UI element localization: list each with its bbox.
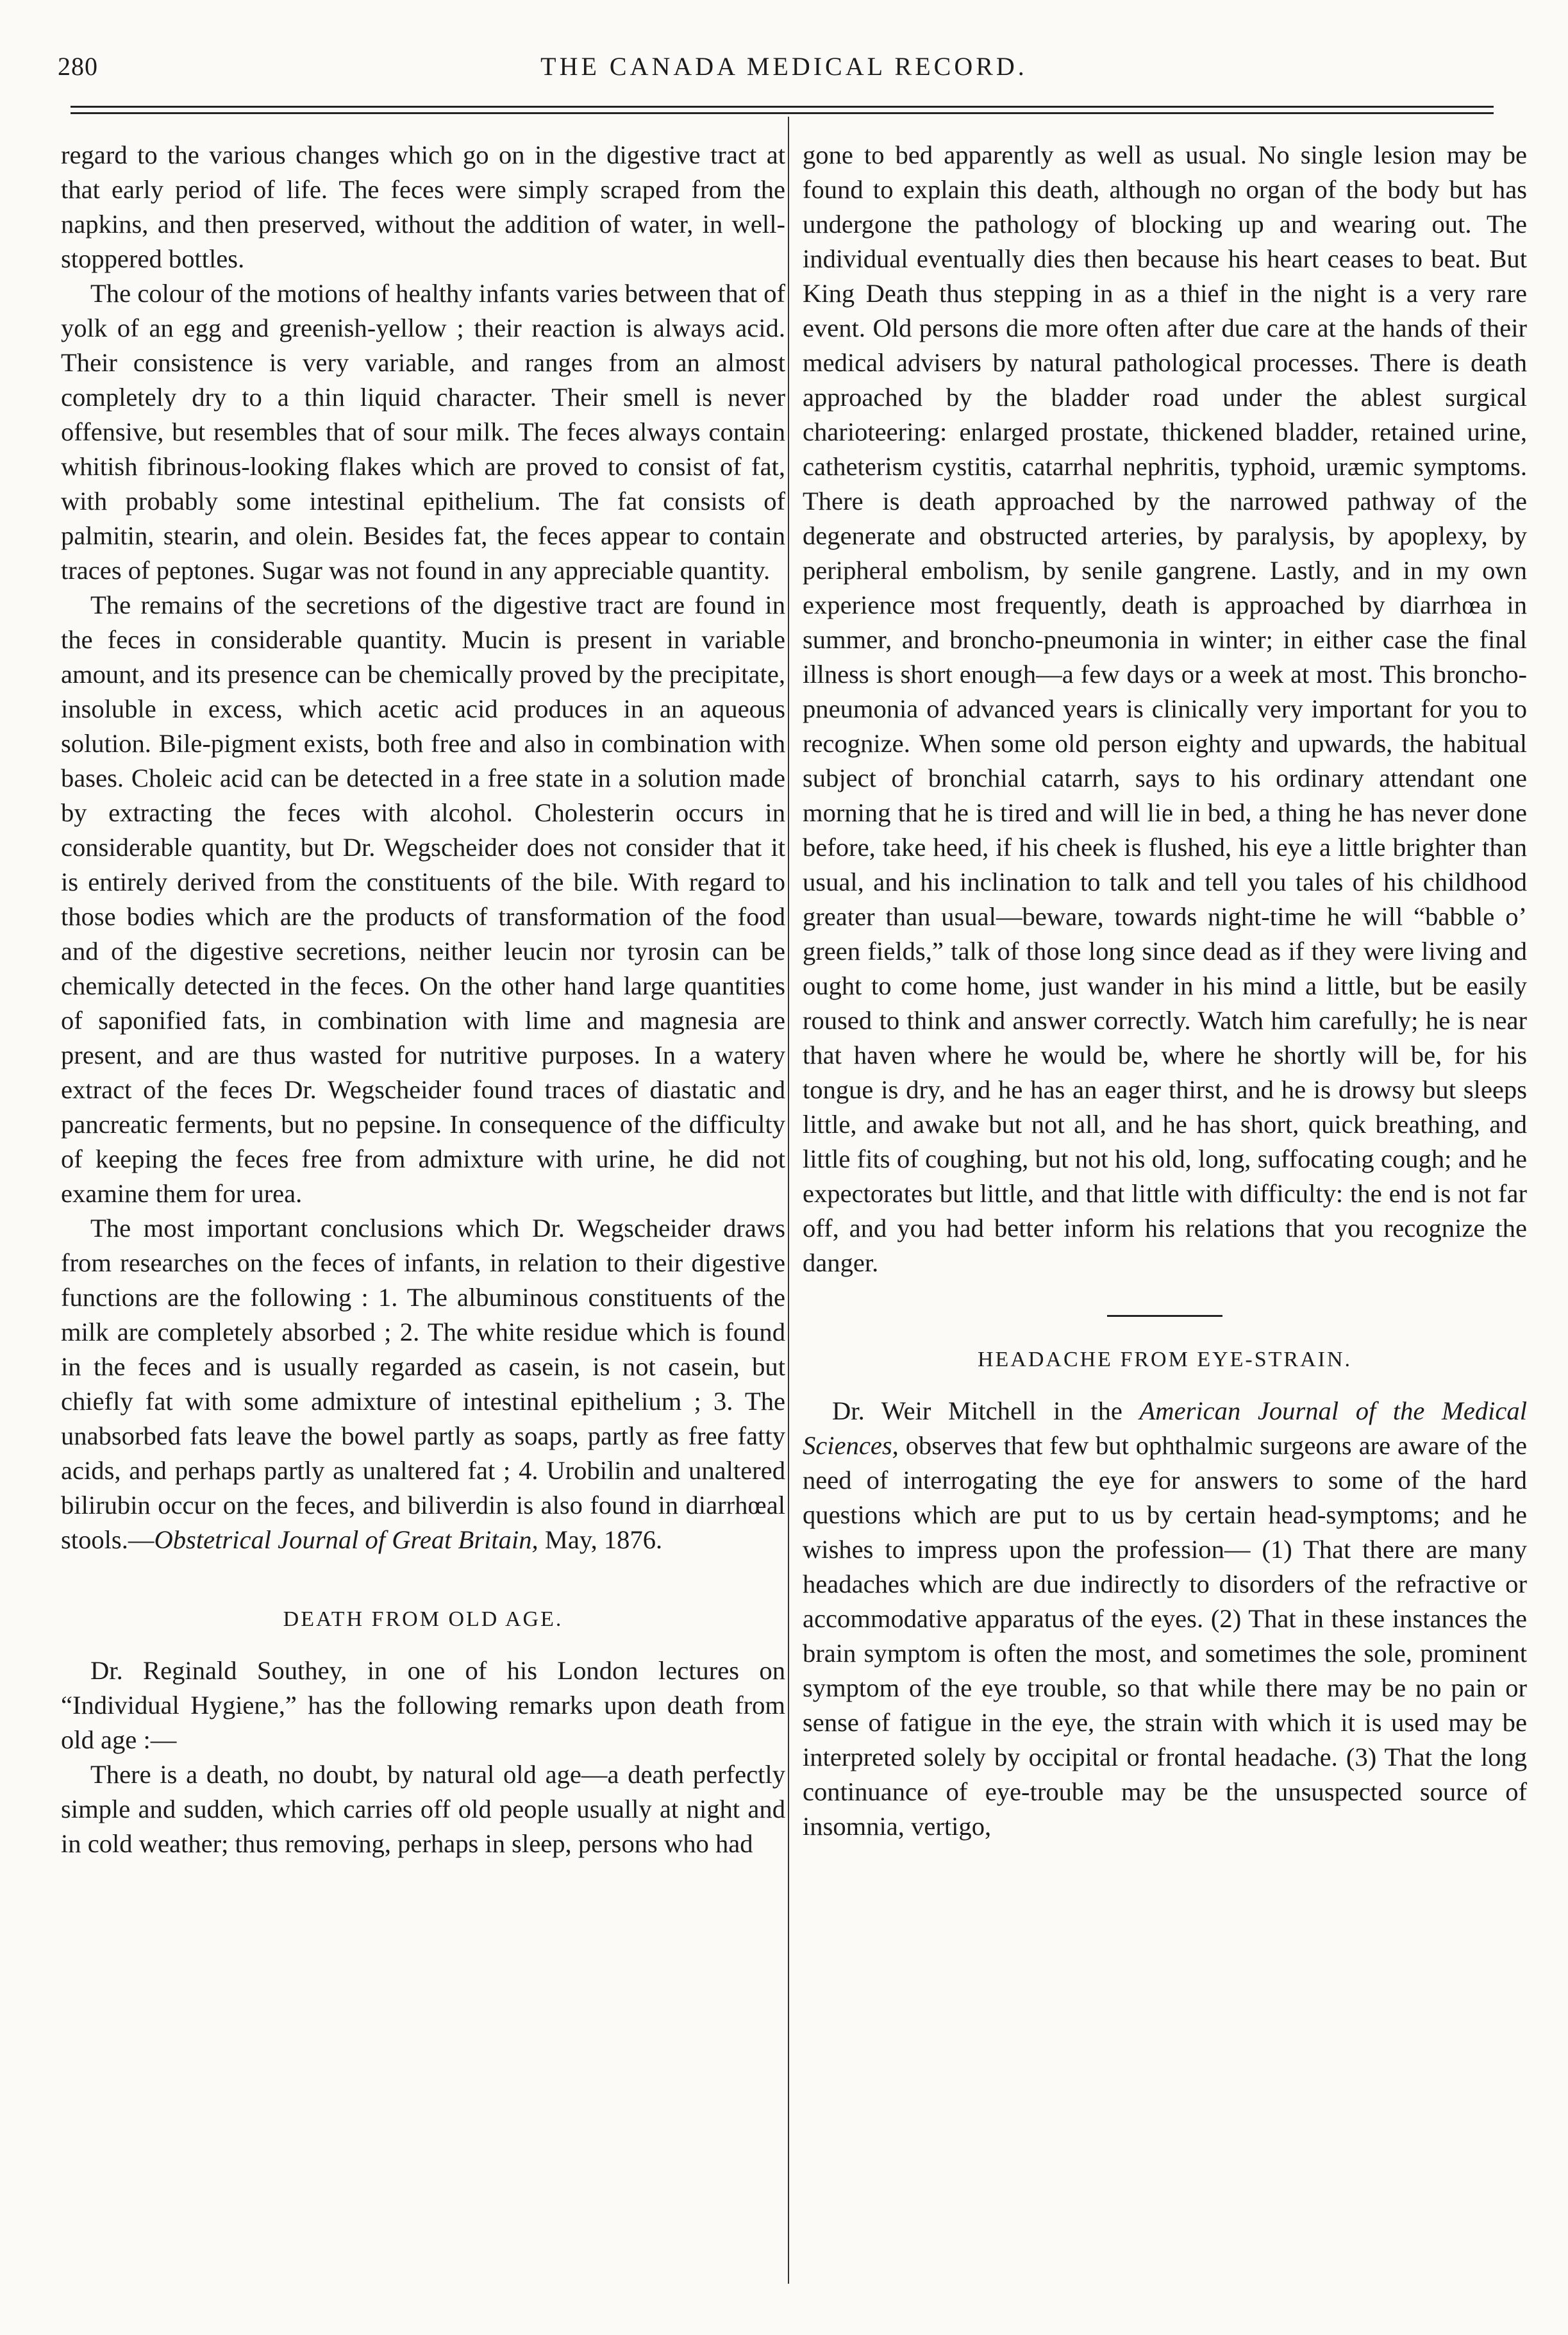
conclusions-text: The most important conclusions which Dr. Wegscheider draws from researches on the feces of infants, in relation to their digestive functions are the following : 1. The albuminous constituents of the milk are completely absorbed ; 2. The white residue which is found in the feces and is usually regarded as casein, is not casein, but chiefly fat with some admixture of intestinal epithelium ; 3. The unabsorbed fats leave the bowel partly as soaps, partly as free fatty acids, and perhaps partly as unaltered fat ; 4. Urobilin and unaltered bilirubin occur on the feces, and biliverdin is also found in diarrhœal stools.— [61, 1214, 785, 1554]
citation-journal: Obstetrical Journal of Great Britain, [154, 1525, 538, 1554]
header-rule-top [71, 106, 1494, 108]
header-rule-bottom [71, 112, 1494, 114]
section-divider-rule [1107, 1315, 1222, 1317]
page-number: 280 [58, 52, 98, 81]
journal-title: American Journal of the Medical Sciences, [803, 1396, 1527, 1460]
heading-death-from-old-age: DEATH FROM OLD AGE. [283, 1607, 563, 1631]
paragraph-feces-collection: regard to the various changes which go on in the digestive tract at that early period of life. The feces were simply scraped from the napkins, and then preserved, without the addition of water, in well-stoppered bottles. [61, 140, 785, 273]
left-column [61, 138, 785, 1861]
paragraph-death-continued: gone to bed apparently as well as usual. No single lesion may be found to explain this death, although no organ of the body but has undergone the pathology of blocking up and wearing out. The individual eventually dies then because his heart ceases to beat. But King Death thus stepping in as a thief in the night is a very rare event. Old persons die more often after due care at the hands of their medical advisers by natural pathological processes. There is death approached by the bladder road under the ablest surgical charioteering: enlarged prostate, thickened bladder, retained urine, catheterism cystitis, catarrhal nephritis, typhoid, uræmic symptoms. There is death approached by the narrowed pathway of the degenerate and obstructed arteries, by paralysis, by apoplexy, by peripheral embolism, by senile gangrene. Lastly, and in my own experience most frequently, death is approached by diarrhœa in summer, and broncho-pneumonia in winter; in either case the final illness is short enough—a few days or a week at most. This broncho-pneumonia of advanced years is clinically very important for you to recognize. When some old person eighty and upwards, the habitual subject of bronchial catarrh, says to his ordinary attendant one morning that he is tired and will lie in bed, a thing he has never done before, take heed, if his cheek is flushed, his eye a little brighter than usual, and his inclination to talk and tell you tales of his childhood greater than usual—beware, towards night-time he will “babble o’ green fields,” talk of those long since dead as if they were living and ought to come home, just wander in his mind a little, but be easily roused to think and answer correctly. Watch him carefully; he is near that haven where he would be, where he shortly will be, for his tongue is dry, and he has an eager thirst, and he is drowsy but sleeps little, and awake but not all, and he has short, quick breathing, and little fits of coughing, but not his old, long, suffocating cough; and he expectorates but little, and that little with difficulty: the end is not far off, and you had better inform his relations that you recognize the danger. [803, 140, 1527, 1277]
paragraph-natural-death: There is a death, no doubt, by natural old age—a death perfectly simple and sudden, which carries off old people usually at night and in cold weather; thus removing, perhaps in sleep, persons who had [61, 1760, 785, 1858]
paragraph-weir-mitchell [803, 1394, 1527, 1844]
right-column [803, 138, 1527, 1844]
mitchell-text: observes that few but ophthalmic surgeons are aware of the need of interrogating the eye for answers to some of the hard questions which are put to us by certain head-symptoms; and he wishes to impress upon the profession— (1) That there are many headaches which are due indirectly to disorders of the refractive or accommodative apparatus of the eyes. (2) That in these instances the brain symptom is often the most, and sometimes the sole, prominent symptom of the eye trouble, so that while there may be no pain or sense of fatigue in the eye, the strain with which it is used may be interpreted solely by occipital or frontal headache. (3) That the long continuance of eye-trouble may be the unsuspected source of insomnia, vertigo, [803, 1431, 1527, 1841]
column-divider [788, 117, 789, 2284]
paragraph-conclusions [61, 1211, 785, 1557]
mitchell-intro: Dr. Weir Mitchell in the [832, 1396, 1140, 1425]
paragraph-feces-colour: The colour of the motions of healthy infants varies between that of yolk of an egg and greenish-yellow ; their reaction is always acid. Their consistence is very variable, and ranges from an almost completely dry to a thin liquid character. Their smell is never offensive, but resembles that of sour milk. The feces always contain whitish fibrinous-looking flakes which are proved to consist of fat, with probably some intestinal epithelium. The fat consists of palmitin, stearin, and olein. Besides fat, the feces appear to contain traces of peptones. Sugar was not found in any appreciable quantity. [61, 279, 785, 585]
citation-date: May, 1876. [538, 1525, 663, 1554]
paragraph-southey-intro: Dr. Reginald Southey, in one of his London lectures on “Individual Hygiene,” has the following remarks upon death from old age :— [61, 1656, 785, 1754]
running-title: THE CANADA MEDICAL RECORD. [540, 52, 1028, 81]
heading-headache-eye-strain: HEADACHE FROM EYE-STRAIN. [977, 1348, 1353, 1371]
paragraph-secretions: The remains of the secretions of the digestive tract are found in the feces in considerable quantity. Mucin is present in variable amount, and its presence can be chemically proved by the precipitate, insoluble in excess, which acetic acid produces in an aqueous solution. Bile-pigment exists, both free and also in combination with bases. Choleic acid can be detected in a free state in a solution made by extracting the feces with alcohol. Cholesterin occurs in considerable quantity, but Dr. Wegscheider does not consider that it is entirely derived from the constituents of the bile. With regard to those bodies which are the products of transformation of the food and of the digestive secretions, neither leucin nor tyrosin can be chemically detected in the feces. On the other hand large quantities of saponified fats, in combination with lime and magnesia are present, and are thus wasted for nutritive purposes. In a watery extract of the feces Dr. Wegscheider found traces of diastatic and pancreatic ferments, but no pepsine. In consequence of the difficulty of keeping the feces free from admixture with urine, he did not examine them for urea. [61, 590, 785, 1208]
